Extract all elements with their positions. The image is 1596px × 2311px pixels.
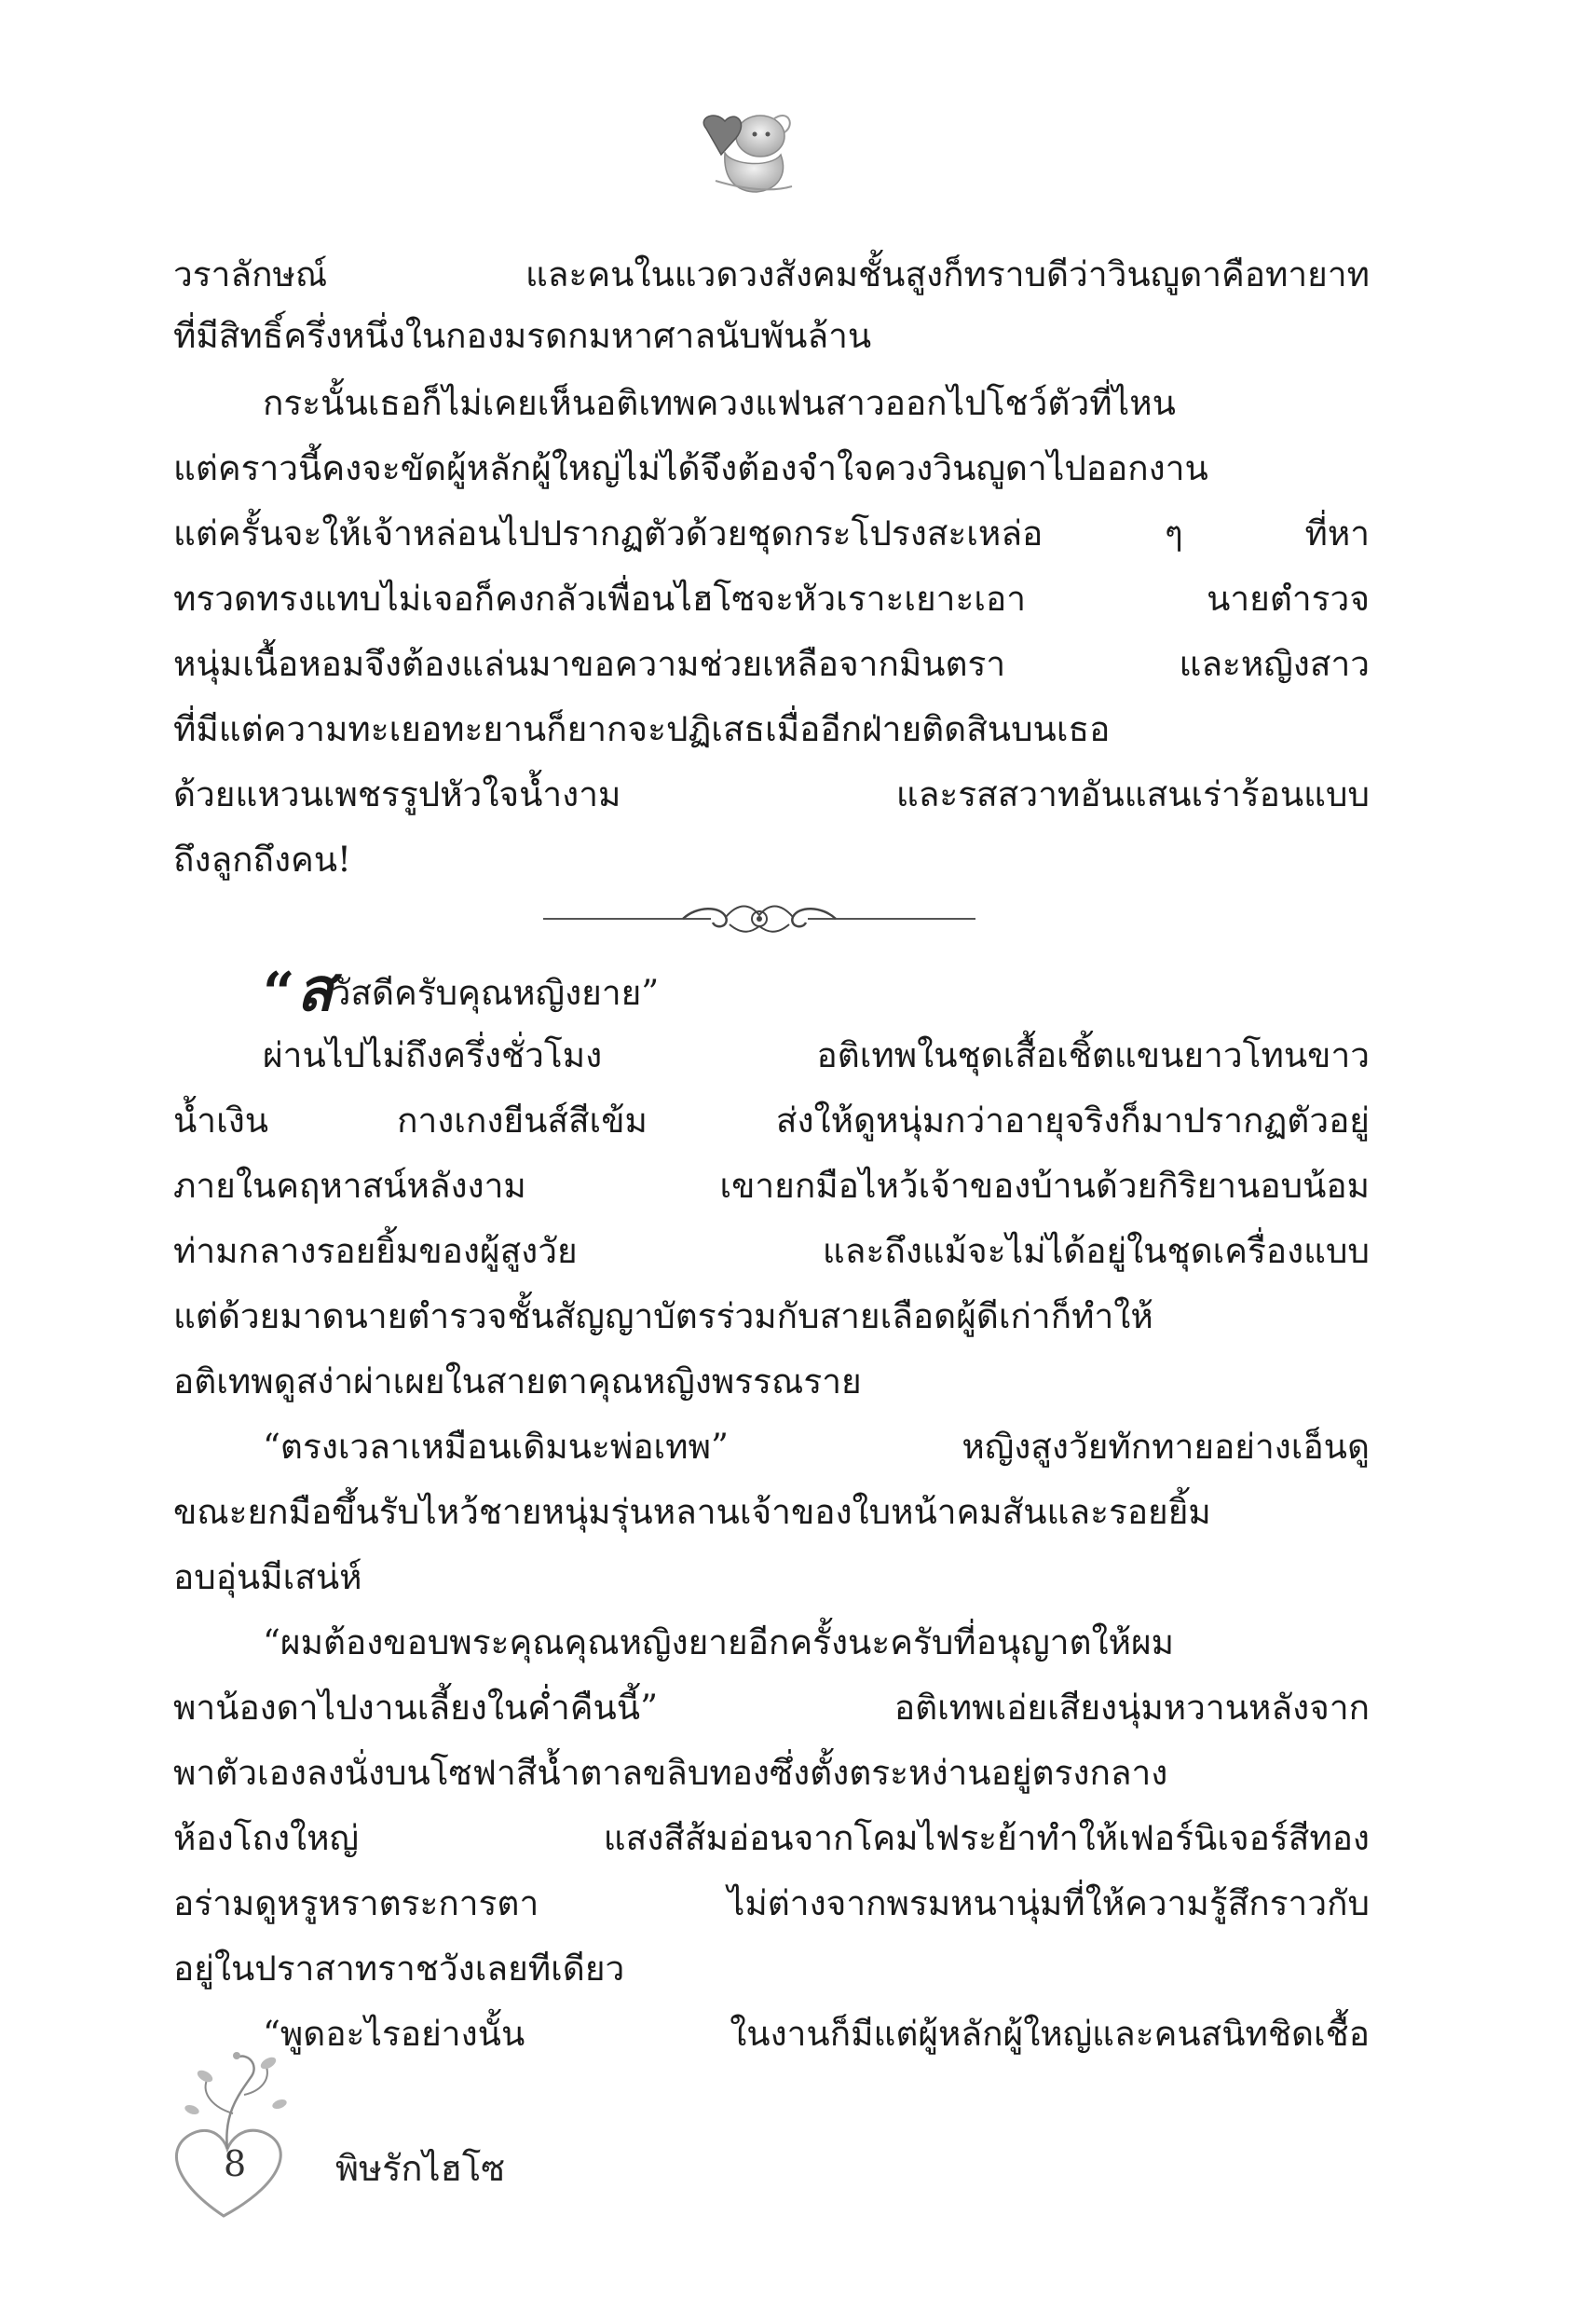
text-line: อติเทพดูสง่าผ่าเผยในสายตาคุณหญิงพรรณราย (173, 1361, 862, 1402)
text-line: หนุ่มเนื้อหอมจึงต้องแล่นมาขอความช่วยเหลือจากมินตรา และหญิงสาว (173, 644, 1370, 684)
text-line: อยู่ในปราสาทราชวังเลยทีเดียว (173, 1949, 625, 1989)
text-line: ด้วยแหวนเพชรรูปหัวใจน้ำงาม และรสสวาทอันแสนเร่าร้อนแบบ (173, 774, 1370, 814)
text-line: ทรวดทรงแทบไม่เจอก็คงกลัวเพื่อนไฮโซจะหัวเราะเยาะเอา นายตำรวจ (173, 579, 1370, 619)
text-line: อบอุ่นมีเสน่ห์ (173, 1557, 362, 1597)
text-line: แต่ครั้นจะให้เจ้าหล่อนไปปรากฏตัวด้วยชุดกระโปรงสะเหล่อ ๆ ที่หา (173, 513, 1370, 554)
text-line: แต่คราวนี้คงจะขัดผู้หลักผู้ใหญ่ไม่ได้จึงต้องจำใจควงวินญูดาไปออกงาน (173, 448, 1208, 488)
text-line: “พูดอะไรอย่างนั้น ในงานก็มีแต่ผู้หลักผู้ใหญ่และคนสนิทชิดเชื้อ (263, 2014, 1370, 2054)
text-line: “ผมต้องขอบพระคุณคุณหญิงยายอีกครั้งนะครับที่อนุญาตให้ผม (263, 1622, 1175, 1662)
text-line: กระนั้นเธอก็ไม่เคยเห็นอติเทพควงแฟนสาวออกไปโชว์ตัวที่ไหน (263, 383, 1176, 423)
text-line: ห้องโถงใหญ่ แสงสีส้มอ่อนจากโคมไฟระย้าทำให้เฟอร์นิเจอร์สีทอง (173, 1818, 1370, 1858)
text-line: น้ำเงิน กางเกงยีนส์สีเข้ม ส่งให้ดูหนุ่มกว่าอายุจริงก็มาปรากฏตัวอยู่ (173, 1101, 1370, 1141)
text-line: พาน้องดาไปงานเลี้ยงในค่ำคืนนี้” อติเทพเอ่ยเสียงนุ่มหวานหลังจาก (173, 1688, 1370, 1728)
text-line: พาตัวเองลงนั่งบนโซฟาสีน้ำตาลขลิบทองซึ่งตั้งตระหง่านอยู่ตรงกลาง (173, 1753, 1168, 1793)
text-line: ท่ามกลางรอยยิ้มของผู้สูงวัย และถึงแม้จะไม่ได้อยู่ในชุดเครื่องแบบ (173, 1231, 1370, 1271)
text-line: แต่ด้วยมาดนายตำรวจชั้นสัญญาบัตรร่วมกับสายเลือดผู้ดีเก่าก็ทำให้ (173, 1296, 1153, 1336)
text-line: ที่มีแต่ความทะเยอทะยานก็ยากจะปฏิเสธเมื่ออีกฝ่ายติดสินบนเธอ (173, 709, 1111, 749)
page-number: 8 (224, 2143, 247, 2184)
text-line: ภายในคฤหาสน์หลังงาม เขายกมือไหว้เจ้าของบ้านด้วยกิริยานอบน้อม (173, 1166, 1370, 1206)
opening-line (263, 955, 660, 1026)
book-title: พิษรักไฮโซ (335, 2148, 506, 2189)
ornamental-divider (543, 891, 975, 947)
cupid-illustration (688, 101, 798, 203)
text-line: ขณะยกมือขึ้นรับไหว้ชายหนุ่มรุ่นหลานเจ้าของใบหน้าคมสันและรอยยิ้ม (173, 1492, 1211, 1532)
text-line: ผ่านไปไม่ถึงครึ่งชั่วโมง อติเทพในชุดเสื้อเชิ้ตแขนยาวโทนขาว (263, 1035, 1370, 1075)
text-line: ถึงลูกถึงคน! (173, 840, 351, 880)
text-line: ที่มีสิทธิ์ครึ่งหนึ่งในกองมรดกมหาศาลนับพันล้าน (173, 316, 872, 356)
text-line: “ตรงเวลาเหมือนเดิมนะพ่อเทพ” หญิงสูงวัยทักทายอย่างเอ็นดู (263, 1427, 1370, 1467)
heart-vine-ornament (158, 2039, 317, 2225)
drop-letter: ส (296, 955, 332, 1025)
opening-quote: “ (263, 961, 295, 1026)
opening-rest: วัสดีครับคุณหญิงยาย” (331, 973, 660, 1013)
text-line: อร่ามดูหรูหราตระการตา ไม่ต่างจากพรมหนานุ่มที่ให้ความรู้สึกราวกับ (173, 1883, 1370, 1923)
text-line: วราลักษณ์ และคนในแวดวงสังคมชั้นสูงก็ทราบดีว่าวินญูดาคือทายาท (173, 254, 1370, 294)
